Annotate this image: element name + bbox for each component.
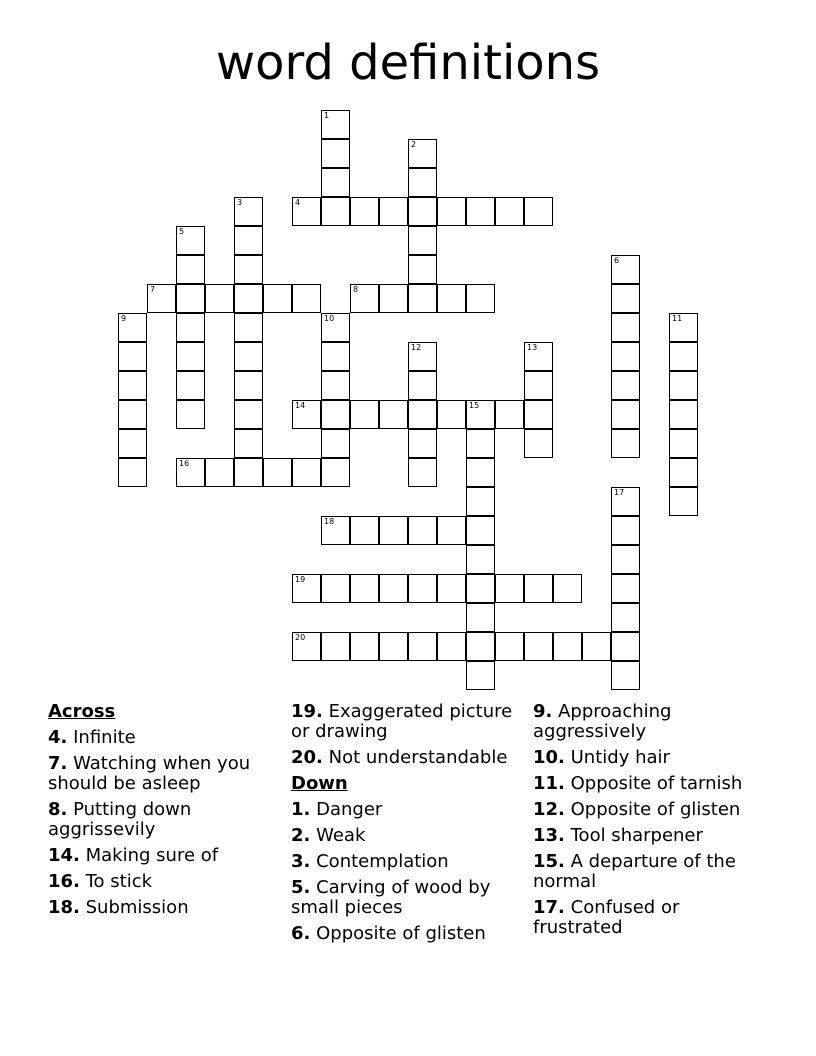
clue-across-19: 19. Exaggerated picture or drawing <box>291 701 513 742</box>
grid-cell[interactable] <box>669 458 698 487</box>
grid-cell[interactable] <box>350 284 379 313</box>
grid-cell[interactable] <box>524 429 553 458</box>
grid-cell[interactable] <box>176 226 205 255</box>
grid-cell[interactable] <box>321 342 350 371</box>
grid-cell[interactable] <box>321 197 350 226</box>
grid-cell[interactable] <box>379 197 408 226</box>
cell-number: 9 <box>121 314 127 323</box>
grid-cell[interactable] <box>234 255 263 284</box>
grid-cell[interactable] <box>437 284 466 313</box>
grid-cell[interactable] <box>176 371 205 400</box>
grid-cell[interactable] <box>408 168 437 197</box>
clue-down-17: 17. Confused or frustrated <box>533 897 680 938</box>
grid-cell[interactable] <box>611 313 640 342</box>
grid-cell[interactable] <box>466 400 495 429</box>
grid-cell[interactable] <box>611 661 640 690</box>
grid-cell[interactable] <box>379 400 408 429</box>
grid-cell[interactable] <box>466 661 495 690</box>
grid-cell[interactable] <box>408 632 437 661</box>
grid-cell[interactable] <box>321 574 350 603</box>
grid-cell[interactable] <box>437 400 466 429</box>
grid-cell[interactable] <box>176 313 205 342</box>
cell-number: 5 <box>179 227 185 236</box>
grid-cell[interactable] <box>669 313 698 342</box>
grid-cell[interactable] <box>408 139 437 168</box>
grid-cell[interactable] <box>176 284 205 313</box>
grid-cell[interactable] <box>582 632 611 661</box>
grid-cell[interactable] <box>669 371 698 400</box>
clue-down-6: 6. Opposite of glisten <box>291 923 486 944</box>
grid-cell[interactable] <box>466 632 495 661</box>
cell-number: 4 <box>295 198 301 207</box>
grid-cell[interactable] <box>611 516 640 545</box>
grid-cell[interactable] <box>408 371 437 400</box>
grid-cell[interactable] <box>611 429 640 458</box>
grid-cell[interactable] <box>118 342 147 371</box>
grid-cell[interactable] <box>292 284 321 313</box>
grid-cell[interactable] <box>495 400 524 429</box>
grid-cell[interactable] <box>611 603 640 632</box>
grid-cell[interactable] <box>321 110 350 139</box>
grid-cell[interactable] <box>350 197 379 226</box>
grid-cell[interactable] <box>611 400 640 429</box>
grid-cell[interactable] <box>205 284 234 313</box>
grid-cell[interactable] <box>524 574 553 603</box>
clue-down-2: 2. Weak <box>291 825 366 846</box>
cell-number: 2 <box>411 140 417 149</box>
clue-column-2 <box>291 702 523 950</box>
grid-cell[interactable] <box>234 371 263 400</box>
grid-cell[interactable] <box>437 516 466 545</box>
grid-cell[interactable] <box>292 458 321 487</box>
grid-cell[interactable] <box>466 516 495 545</box>
grid-cell[interactable] <box>611 545 640 574</box>
clue-across-7: 7. Watching when you should be asleep <box>48 753 251 794</box>
grid-cell[interactable] <box>611 255 640 284</box>
grid-cell[interactable] <box>205 458 234 487</box>
grid-cell[interactable] <box>234 458 263 487</box>
grid-cell[interactable] <box>408 197 437 226</box>
clue-across-14: 14. Making sure of <box>48 845 219 866</box>
grid-cell[interactable] <box>234 342 263 371</box>
grid-cell[interactable] <box>466 487 495 516</box>
cell-number: 6 <box>614 256 620 265</box>
grid-cell[interactable] <box>466 429 495 458</box>
grid-cell[interactable] <box>321 429 350 458</box>
clue-column-3 <box>533 702 773 944</box>
grid-cell[interactable] <box>669 342 698 371</box>
clue-across-20: 20. Not understandable <box>291 747 508 768</box>
grid-cell[interactable] <box>408 458 437 487</box>
cell-number: 11 <box>672 314 683 323</box>
grid-cell[interactable] <box>118 458 147 487</box>
grid-cell[interactable] <box>524 342 553 371</box>
grid-cell[interactable] <box>321 139 350 168</box>
cell-number: 13 <box>527 343 538 352</box>
across-heading: Across <box>48 701 116 722</box>
grid-cell[interactable] <box>524 400 553 429</box>
grid-cell[interactable] <box>611 284 640 313</box>
grid-cell[interactable] <box>176 342 205 371</box>
grid-cell[interactable] <box>234 400 263 429</box>
clue-down-15: 15. A departure of the normal <box>533 851 736 892</box>
grid-cell[interactable] <box>350 574 379 603</box>
grid-cell[interactable] <box>263 458 292 487</box>
grid-cell[interactable] <box>611 574 640 603</box>
grid-cell[interactable] <box>292 400 321 429</box>
grid-cell[interactable] <box>408 284 437 313</box>
grid-cell[interactable] <box>437 632 466 661</box>
clue-down-3: 3. Contemplation <box>291 851 449 872</box>
grid-cell[interactable] <box>408 574 437 603</box>
grid-cell[interactable] <box>176 458 205 487</box>
grid-cell[interactable] <box>408 400 437 429</box>
grid-cell[interactable] <box>234 226 263 255</box>
grid-cell[interactable] <box>466 574 495 603</box>
grid-cell[interactable] <box>524 197 553 226</box>
grid-cell[interactable] <box>292 632 321 661</box>
grid-cell[interactable] <box>495 574 524 603</box>
clue-column-1 <box>48 702 278 924</box>
grid-cell[interactable] <box>234 313 263 342</box>
grid-cell[interactable] <box>611 371 640 400</box>
grid-cell[interactable] <box>118 371 147 400</box>
grid-cell[interactable] <box>379 516 408 545</box>
grid-cell[interactable] <box>350 400 379 429</box>
cell-number: 14 <box>295 401 306 410</box>
grid-cell[interactable] <box>234 429 263 458</box>
grid-cell[interactable] <box>118 400 147 429</box>
grid-cell[interactable] <box>524 371 553 400</box>
grid-cell[interactable] <box>176 255 205 284</box>
grid-cell[interactable] <box>350 632 379 661</box>
clue-down-11: 11. Opposite of tarnish <box>533 773 743 794</box>
cell-number: 15 <box>469 401 480 410</box>
clue-across-8: 8. Putting down aggrissevily <box>48 799 192 840</box>
grid-cell[interactable] <box>495 197 524 226</box>
grid-cell[interactable] <box>321 458 350 487</box>
grid-cell[interactable] <box>611 632 640 661</box>
grid-cell[interactable] <box>118 313 147 342</box>
cell-number: 12 <box>411 343 422 352</box>
grid-cell[interactable] <box>321 168 350 197</box>
grid-cell[interactable] <box>379 574 408 603</box>
clue-down-10: 10. Untidy hair <box>533 747 670 768</box>
cell-number: 20 <box>295 633 306 642</box>
grid-cell[interactable] <box>495 632 524 661</box>
grid-cell[interactable] <box>408 342 437 371</box>
grid-cell[interactable] <box>553 574 582 603</box>
grid-cell[interactable] <box>611 342 640 371</box>
grid-cell[interactable] <box>234 284 263 313</box>
grid-cell[interactable] <box>408 429 437 458</box>
cell-number: 18 <box>324 517 335 526</box>
grid-cell[interactable] <box>118 429 147 458</box>
clue-down-5: 5. Carving of wood by small pieces <box>291 877 491 918</box>
clue-across-18: 18. Submission <box>48 897 189 918</box>
clue-down-12: 12. Opposite of glisten <box>533 799 741 820</box>
grid-cell[interactable] <box>466 603 495 632</box>
page-title: word definitions <box>215 35 601 91</box>
cell-number: 17 <box>614 488 625 497</box>
grid-cell[interactable] <box>437 574 466 603</box>
cell-number: 7 <box>150 285 156 294</box>
grid-cell[interactable] <box>321 371 350 400</box>
grid-cell[interactable] <box>669 487 698 516</box>
grid-cell[interactable] <box>408 516 437 545</box>
grid-cell[interactable] <box>292 197 321 226</box>
clue-across-16: 16. To stick <box>48 871 153 892</box>
grid-cell[interactable] <box>437 197 466 226</box>
grid-cell[interactable] <box>408 226 437 255</box>
grid-cell[interactable] <box>466 458 495 487</box>
cell-number: 19 <box>295 575 306 584</box>
grid-cell[interactable] <box>321 516 350 545</box>
down-heading: Down <box>291 773 348 794</box>
cell-number: 8 <box>353 285 359 294</box>
grid-cell[interactable] <box>466 197 495 226</box>
clue-across-4: 4. Infinite <box>48 727 136 748</box>
grid-cell[interactable] <box>466 284 495 313</box>
grid-cell[interactable] <box>147 284 176 313</box>
grid-cell[interactable] <box>321 632 350 661</box>
clue-down-9: 9. Approaching aggressively <box>533 701 672 742</box>
grid-cell[interactable] <box>263 284 292 313</box>
grid-cell[interactable] <box>321 400 350 429</box>
cell-number: 10 <box>324 314 335 323</box>
grid-cell[interactable] <box>379 632 408 661</box>
grid-cell[interactable] <box>176 400 205 429</box>
cell-number: 1 <box>324 111 330 120</box>
clue-down-1: 1. Danger <box>291 799 383 820</box>
cell-number: 16 <box>179 459 190 468</box>
grid-cell[interactable] <box>408 255 437 284</box>
grid-cell[interactable] <box>611 487 640 516</box>
grid-cell[interactable] <box>466 545 495 574</box>
grid-cell[interactable] <box>669 400 698 429</box>
grid-cell[interactable] <box>321 313 350 342</box>
grid-cell[interactable] <box>669 429 698 458</box>
grid-cell[interactable] <box>379 284 408 313</box>
grid-cell[interactable] <box>234 197 263 226</box>
grid-cell[interactable] <box>292 574 321 603</box>
grid-cell[interactable] <box>553 632 582 661</box>
cell-number: 3 <box>237 198 243 207</box>
clue-down-13: 13. Tool sharpener <box>533 825 703 846</box>
grid-cell[interactable] <box>524 632 553 661</box>
grid-cell[interactable] <box>350 516 379 545</box>
